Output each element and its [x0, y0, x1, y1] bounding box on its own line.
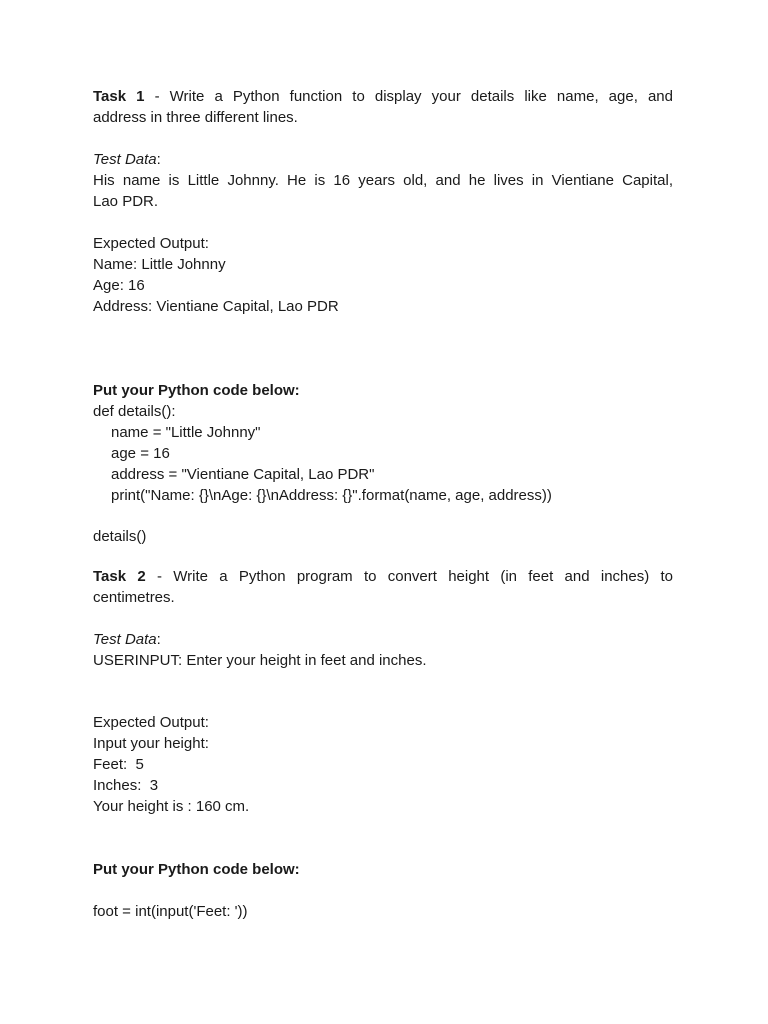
task2-expected-line: Input your height: — [93, 735, 209, 752]
task2-test-data-line1: USERINPUT: Enter your height in feet and inches. — [93, 652, 427, 669]
task1-code-line: address = "Vientiane Capital, Lao PDR" — [111, 466, 375, 483]
task1-test-data-line1: His name is Little Johnny. He is 16 years old, and he lives in Vientiane Capital, — [93, 172, 673, 189]
task2-label: Task 2 — [93, 568, 146, 585]
task2-test-data-label: Test Data: — [93, 631, 161, 648]
task1-description-line1: Task 1 - Write a Python function to display your details like name, age, and — [93, 88, 673, 105]
task1-test-data-line2: Lao PDR. — [93, 193, 159, 210]
task1-code-line: def details(): — [93, 403, 176, 420]
task1-expected-line: Name: Little Johnny — [93, 256, 226, 273]
task1-code-line: age = 16 — [111, 445, 170, 462]
task1-code-line: name = "Little Johnny" — [111, 424, 261, 441]
task1-code-line: print("Name: {}\nAge: {}\nAddress: {}".format(name, age, address)) — [111, 487, 552, 504]
task2-expected-line: Your height is : 160 cm. — [93, 798, 250, 815]
task2-expected-output-label: Expected Output: — [93, 714, 209, 731]
task1-description-line2: address in three different lines. — [93, 109, 298, 126]
task1-label: Task 1 — [93, 88, 145, 105]
task2-description-line1: Task 2 - Write a Python program to convert height (in feet and inches) to — [93, 568, 673, 585]
task2-expected-line: Feet: 5 — [93, 756, 144, 773]
task1-expected-line: Age: 16 — [93, 277, 145, 294]
task1-expected-output-label: Expected Output: — [93, 235, 209, 252]
task2-description-line2: centimetres. — [93, 589, 175, 606]
task2-expected-line: Inches: 3 — [93, 777, 159, 794]
task2-code-line: foot = int(input('Feet: ')) — [93, 903, 248, 920]
task1-code-line: details() — [93, 528, 147, 545]
task1-expected-line: Address: Vientiane Capital, Lao PDR — [93, 298, 339, 315]
task1-code-heading: Put your Python code below: — [93, 382, 300, 399]
task2-code-heading: Put your Python code below: — [93, 861, 300, 878]
task1-test-data-label: Test Data: — [93, 151, 161, 168]
